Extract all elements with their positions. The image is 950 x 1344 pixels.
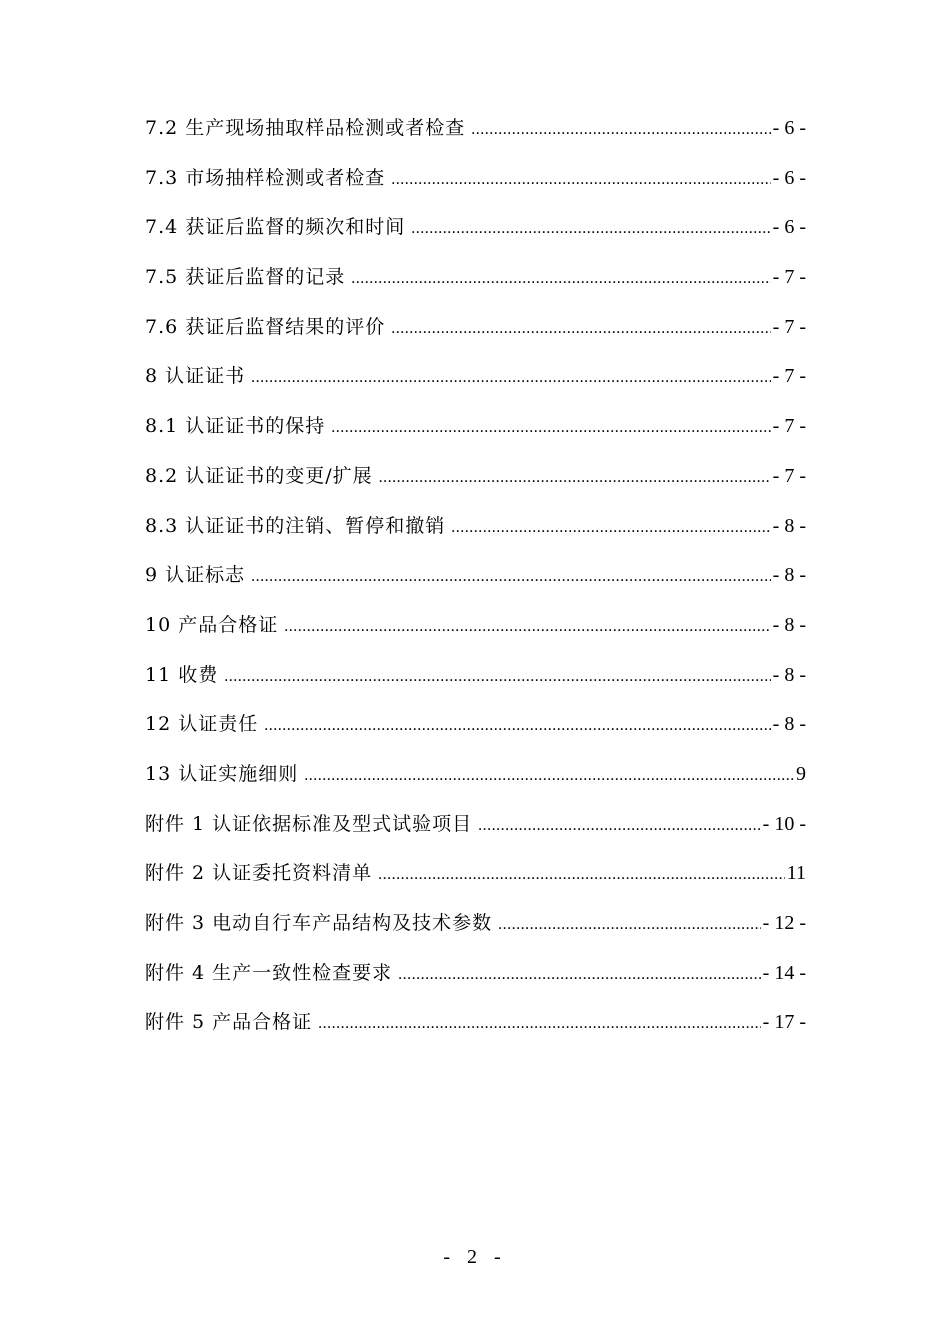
toc-entry-12[interactable] — [145, 700, 806, 750]
toc-entry-appendix-1[interactable] — [145, 800, 806, 850]
toc-entry-label: 8.3 认证证书的注销、暂停和撤销 — [145, 514, 446, 537]
toc-entry-page: - 10 - — [762, 812, 806, 835]
table-of-contents — [145, 104, 806, 1048]
toc-dot-leader — [379, 453, 771, 503]
toc-entry-7-2[interactable] — [145, 104, 806, 154]
page-number: - 2 - — [443, 1246, 507, 1268]
toc-dot-leader — [411, 204, 770, 254]
toc-entry-page: 11 — [786, 862, 806, 885]
toc-dot-leader — [398, 950, 761, 1000]
toc-entry-page: - 17 - — [762, 1011, 806, 1034]
toc-dot-leader — [378, 850, 785, 900]
toc-dot-leader — [251, 353, 771, 403]
toc-entry-page: - 8 - — [772, 713, 806, 736]
toc-entry-label: 附件 3 电动自行车产品结构及技术参数 — [145, 912, 493, 934]
toc-entry-page: - 7 - — [772, 415, 806, 438]
toc-entry-label: 7.5 获证后监督的记录 — [145, 266, 346, 289]
toc-entry-10[interactable] — [145, 601, 806, 651]
toc-entry-label: 8 认证证书 — [145, 365, 246, 388]
toc-dot-leader — [224, 652, 770, 702]
toc-entry-page: - 7 - — [772, 266, 806, 289]
toc-entry-11[interactable] — [145, 651, 806, 701]
toc-entry-label: 7.3 市场抽样检测或者检查 — [145, 166, 386, 189]
toc-dot-leader — [304, 751, 794, 801]
toc-dot-leader — [351, 254, 770, 304]
toc-dot-leader — [264, 701, 770, 751]
toc-dot-leader — [478, 801, 761, 851]
toc-dot-leader — [498, 900, 761, 950]
toc-entry-9[interactable] — [145, 551, 806, 601]
toc-entry-page: - 7 - — [772, 365, 806, 388]
toc-entry-page: - 6 - — [772, 117, 806, 139]
toc-entry-page: - 6 - — [772, 216, 806, 239]
toc-entry-page: - 12 - — [762, 912, 806, 934]
toc-entry-7-5[interactable] — [145, 253, 806, 303]
toc-dot-leader — [451, 503, 770, 553]
toc-entry-7-4[interactable] — [145, 203, 806, 253]
toc-dot-leader — [391, 155, 770, 205]
toc-entry-page: - 6 - — [772, 166, 806, 189]
toc-entry-13[interactable] — [145, 750, 806, 800]
toc-entry-label: 7.6 获证后监督结果的评价 — [145, 315, 386, 338]
toc-dot-leader — [471, 105, 770, 155]
toc-entry-label: 附件 1 认证依据标准及型式试验项目 — [145, 812, 473, 835]
toc-entry-page: - 8 - — [772, 663, 806, 686]
toc-entry-page: - 8 - — [772, 613, 806, 636]
toc-entry-8[interactable] — [145, 352, 806, 402]
toc-entry-label: 附件 2 认证委托资料清单 — [145, 862, 373, 885]
toc-dot-leader — [284, 602, 770, 652]
toc-entry-8-1[interactable] — [145, 402, 806, 452]
toc-entry-appendix-5[interactable] — [145, 998, 806, 1048]
toc-entry-8-3[interactable] — [145, 502, 806, 552]
toc-entry-label: 10 产品合格证 — [145, 613, 279, 636]
toc-entry-label: 8.1 认证证书的保持 — [145, 415, 326, 438]
toc-entry-page: - 7 - — [772, 464, 806, 487]
toc-entry-page: - 14 - — [762, 961, 806, 984]
toc-dot-leader — [391, 304, 770, 354]
toc-entry-page: 9 — [796, 762, 806, 785]
toc-entry-8-2[interactable] — [145, 452, 806, 502]
toc-dot-leader — [318, 999, 761, 1049]
toc-entry-appendix-4[interactable] — [145, 949, 806, 999]
toc-dot-leader — [331, 403, 770, 453]
toc-entry-label: 7.2 生产现场抽取样品检测或者检查 — [145, 117, 466, 139]
toc-dot-leader — [251, 552, 771, 602]
toc-entry-label: 13 认证实施细则 — [145, 762, 299, 785]
toc-entry-7-6[interactable] — [145, 303, 806, 353]
toc-entry-appendix-2[interactable] — [145, 849, 806, 899]
toc-entry-appendix-3[interactable] — [145, 899, 806, 949]
toc-entry-label: 7.4 获证后监督的频次和时间 — [145, 216, 406, 239]
toc-entry-label: 8.2 认证证书的变更/扩展 — [145, 464, 373, 487]
toc-entry-label: 附件 5 产品合格证 — [145, 1011, 313, 1034]
toc-entry-page: - 8 - — [772, 514, 806, 537]
toc-entry-label: 9 认证标志 — [145, 564, 246, 587]
toc-entry-page: - 8 - — [772, 564, 806, 587]
toc-entry-label: 附件 4 生产一致性检查要求 — [145, 961, 393, 984]
toc-entry-label: 11 收费 — [145, 663, 219, 686]
toc-entry-7-3[interactable] — [145, 154, 806, 204]
toc-entry-label: 12 认证责任 — [145, 713, 259, 736]
toc-entry-page: - 7 - — [772, 315, 806, 338]
